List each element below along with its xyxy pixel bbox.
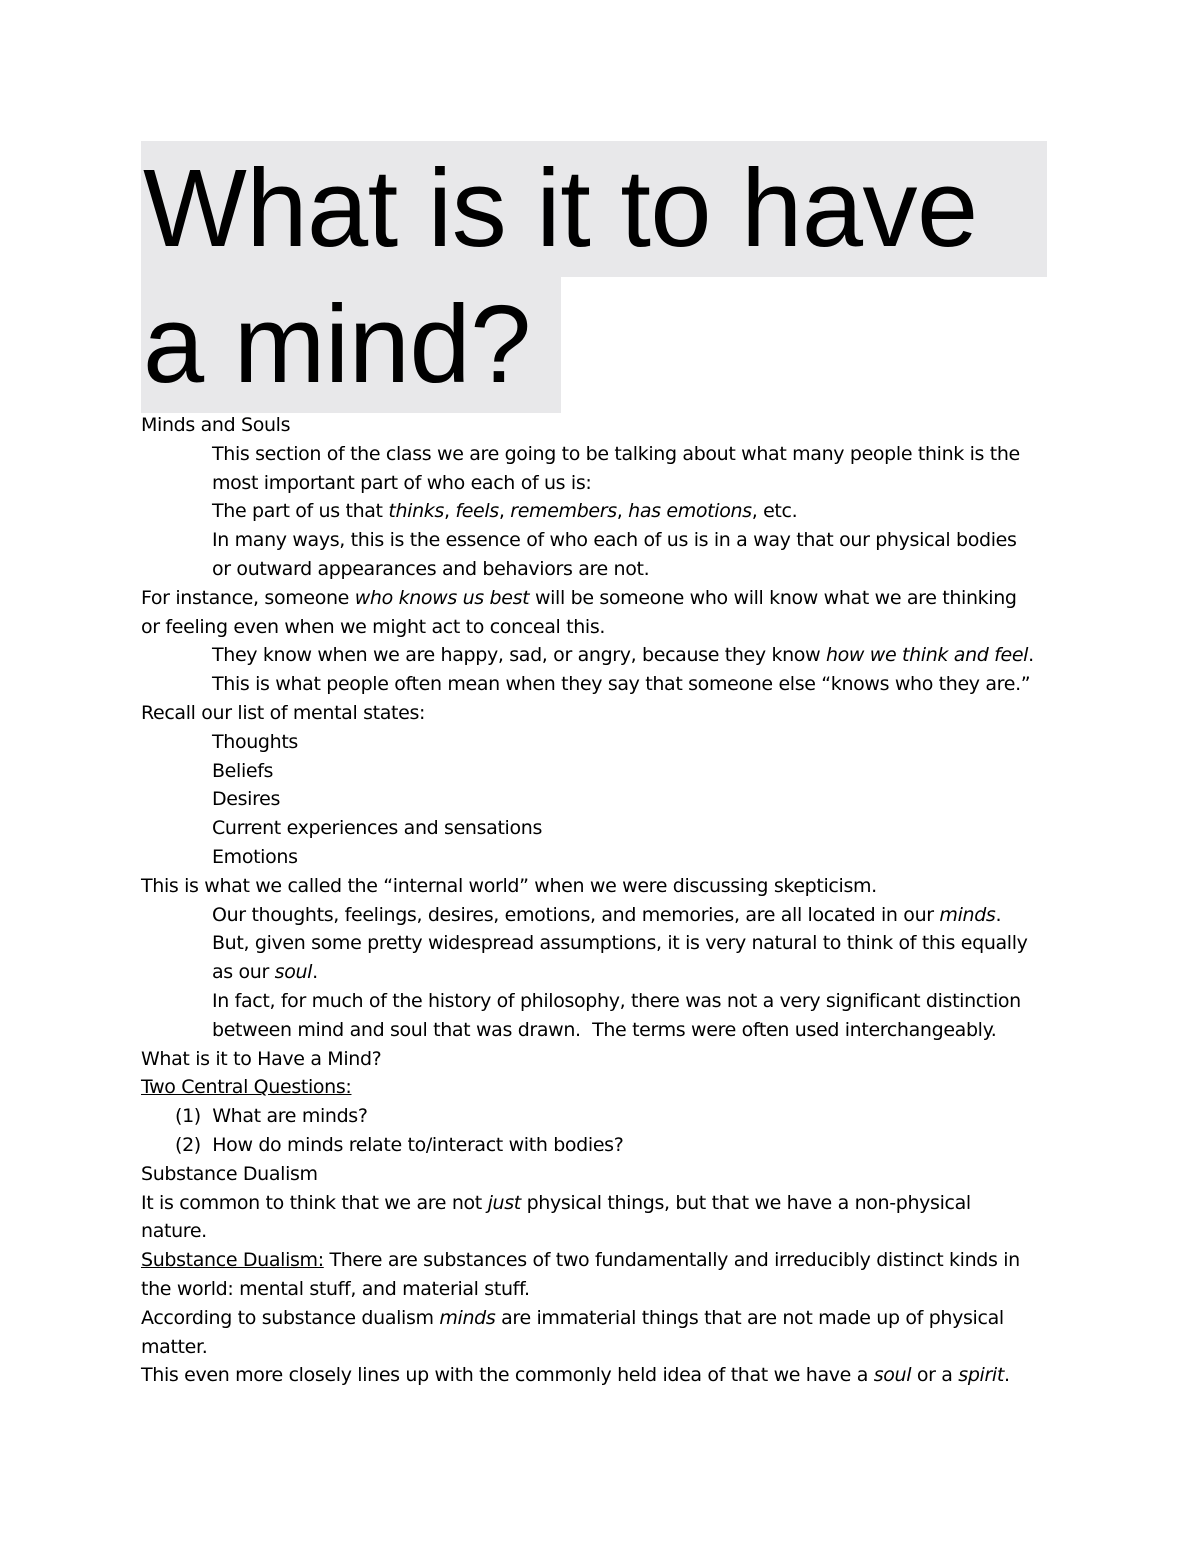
text-run: as our — [212, 961, 275, 984]
text-run: Emotions — [212, 845, 298, 868]
text-line — [141, 728, 1071, 757]
text-run: Minds and Souls — [141, 414, 291, 436]
text-line — [141, 901, 1071, 930]
text-line — [141, 1333, 1071, 1362]
text-line — [141, 1045, 1071, 1074]
text-line — [141, 872, 1071, 901]
italic-text: feels — [455, 500, 499, 523]
text-line — [141, 757, 1071, 786]
page-title-line-2: a mind? — [141, 277, 561, 413]
italic-text: how we think and feel — [825, 644, 1029, 667]
text-line — [141, 1160, 1071, 1189]
text-run: They know when we are happy, sad, or angry, because they know — [212, 644, 826, 667]
text-run: will be someone who will know what we are thinking — [529, 586, 1017, 609]
text-run: Our thoughts, feelings, desires, emotions, and memories, are all located in our — [212, 903, 940, 926]
text-run: There are substances of two fundamentally and irreducibly distinct kinds in — [323, 1249, 1020, 1272]
text-run: The part of us that — [212, 500, 389, 523]
text-run: are immaterial things that are not made up of physical — [495, 1306, 1004, 1329]
text-run: , — [498, 500, 511, 523]
italic-text: soul — [274, 961, 313, 984]
text-run: According to substance dualism — [141, 1306, 440, 1329]
text-line — [141, 1304, 1071, 1333]
text-line — [141, 843, 1071, 872]
text-line — [141, 1217, 1071, 1246]
text-run: , — [443, 500, 456, 523]
italic-text: minds — [939, 903, 996, 926]
text-line — [141, 555, 1071, 584]
text-line — [141, 1016, 1071, 1045]
italic-text: spirit — [958, 1364, 1004, 1387]
italic-text: who knows us best — [354, 586, 530, 609]
text-run: It is common to think that we are not — [141, 1191, 488, 1214]
italic-text: remembers — [510, 500, 617, 523]
text-run: , etc. — [751, 500, 798, 523]
text-run: nature. — [141, 1220, 207, 1243]
text-line — [141, 411, 1071, 440]
text-line — [141, 613, 1071, 642]
text-line — [141, 584, 1071, 613]
text-run: Current experiences and sensations — [212, 817, 542, 840]
text-run: In many ways, this is the essence of who each of us is in a way that our physical bodies — [212, 529, 1017, 552]
text-run: . — [312, 961, 318, 984]
text-line — [141, 1189, 1071, 1218]
text-line — [141, 987, 1071, 1016]
italic-text: thinks — [388, 500, 444, 523]
text-run: In fact, for much of the history of philosophy, there was not a very significant distinction — [212, 989, 1021, 1012]
text-line — [141, 814, 1071, 843]
text-run: This is what we called the “internal world” when we were discussing skepticism. — [141, 874, 877, 897]
text-run: , — [616, 500, 629, 523]
italic-text: has emotions — [628, 500, 752, 523]
page-title-line-1: What is it to have — [141, 141, 1047, 277]
text-run: or a — [911, 1364, 959, 1387]
text-run: For instance, someone — [141, 586, 355, 609]
text-line — [141, 1131, 1071, 1160]
text-run: What is it to Have a Mind? — [141, 1047, 382, 1070]
text-run: or outward appearances and behaviors are not. — [212, 557, 650, 580]
text-run: But, given some pretty widespread assumptions, it is very natural to think of this equally — [212, 932, 1028, 955]
text-run: Beliefs — [212, 759, 274, 782]
text-line — [141, 469, 1071, 498]
text-run: matter. — [141, 1335, 208, 1358]
text-line — [141, 785, 1071, 814]
text-run: . — [995, 903, 1002, 926]
text-run: This section of the class we are going to be talking about what many people think is the — [212, 442, 1020, 465]
text-line — [141, 1246, 1071, 1275]
underlined-text: Two Central Questions: — [141, 1076, 352, 1099]
italic-text: soul — [873, 1364, 912, 1387]
text-line — [141, 958, 1071, 987]
italic-text: just — [487, 1191, 521, 1214]
text-run: most important part of who each of us is: — [212, 471, 592, 494]
text-line — [141, 670, 1071, 699]
italic-text: minds — [439, 1306, 496, 1329]
text-run: or feeling even when we might act to conceal this. — [141, 615, 606, 638]
underlined-text: Substance Dualism: — [141, 1249, 324, 1272]
text-run: Desires — [212, 788, 281, 811]
document-body — [141, 411, 1071, 1390]
text-line — [141, 929, 1071, 958]
text-line — [141, 440, 1071, 469]
text-run: Recall our list of mental states: — [141, 701, 426, 724]
text-line — [141, 1361, 1071, 1390]
text-line — [141, 497, 1071, 526]
text-run: (2) How do minds relate to/interact with bodies? — [175, 1133, 624, 1156]
text-line — [141, 526, 1071, 555]
text-line — [141, 1102, 1071, 1131]
text-run: Thoughts — [212, 730, 298, 753]
text-run: This even more closely lines up with the commonly held idea of that we have a — [141, 1364, 874, 1387]
text-run: . — [1003, 1364, 1010, 1387]
text-line — [141, 641, 1071, 670]
text-run: physical things, but that we have a non-physical — [520, 1191, 971, 1214]
text-line — [141, 1275, 1071, 1304]
text-run: between mind and soul that was drawn. The terms were often used interchangeably. — [212, 1018, 997, 1041]
text-run: Substance Dualism — [141, 1162, 318, 1185]
text-line — [141, 699, 1071, 728]
text-run: This is what people often mean when they say that someone else “knows who they are.” — [212, 673, 1031, 696]
text-run: (1) What are minds? — [175, 1105, 368, 1128]
text-run: the world: mental stuff, and material stuff. — [141, 1277, 530, 1300]
text-line — [141, 1073, 1071, 1102]
text-run: . — [1028, 644, 1034, 667]
